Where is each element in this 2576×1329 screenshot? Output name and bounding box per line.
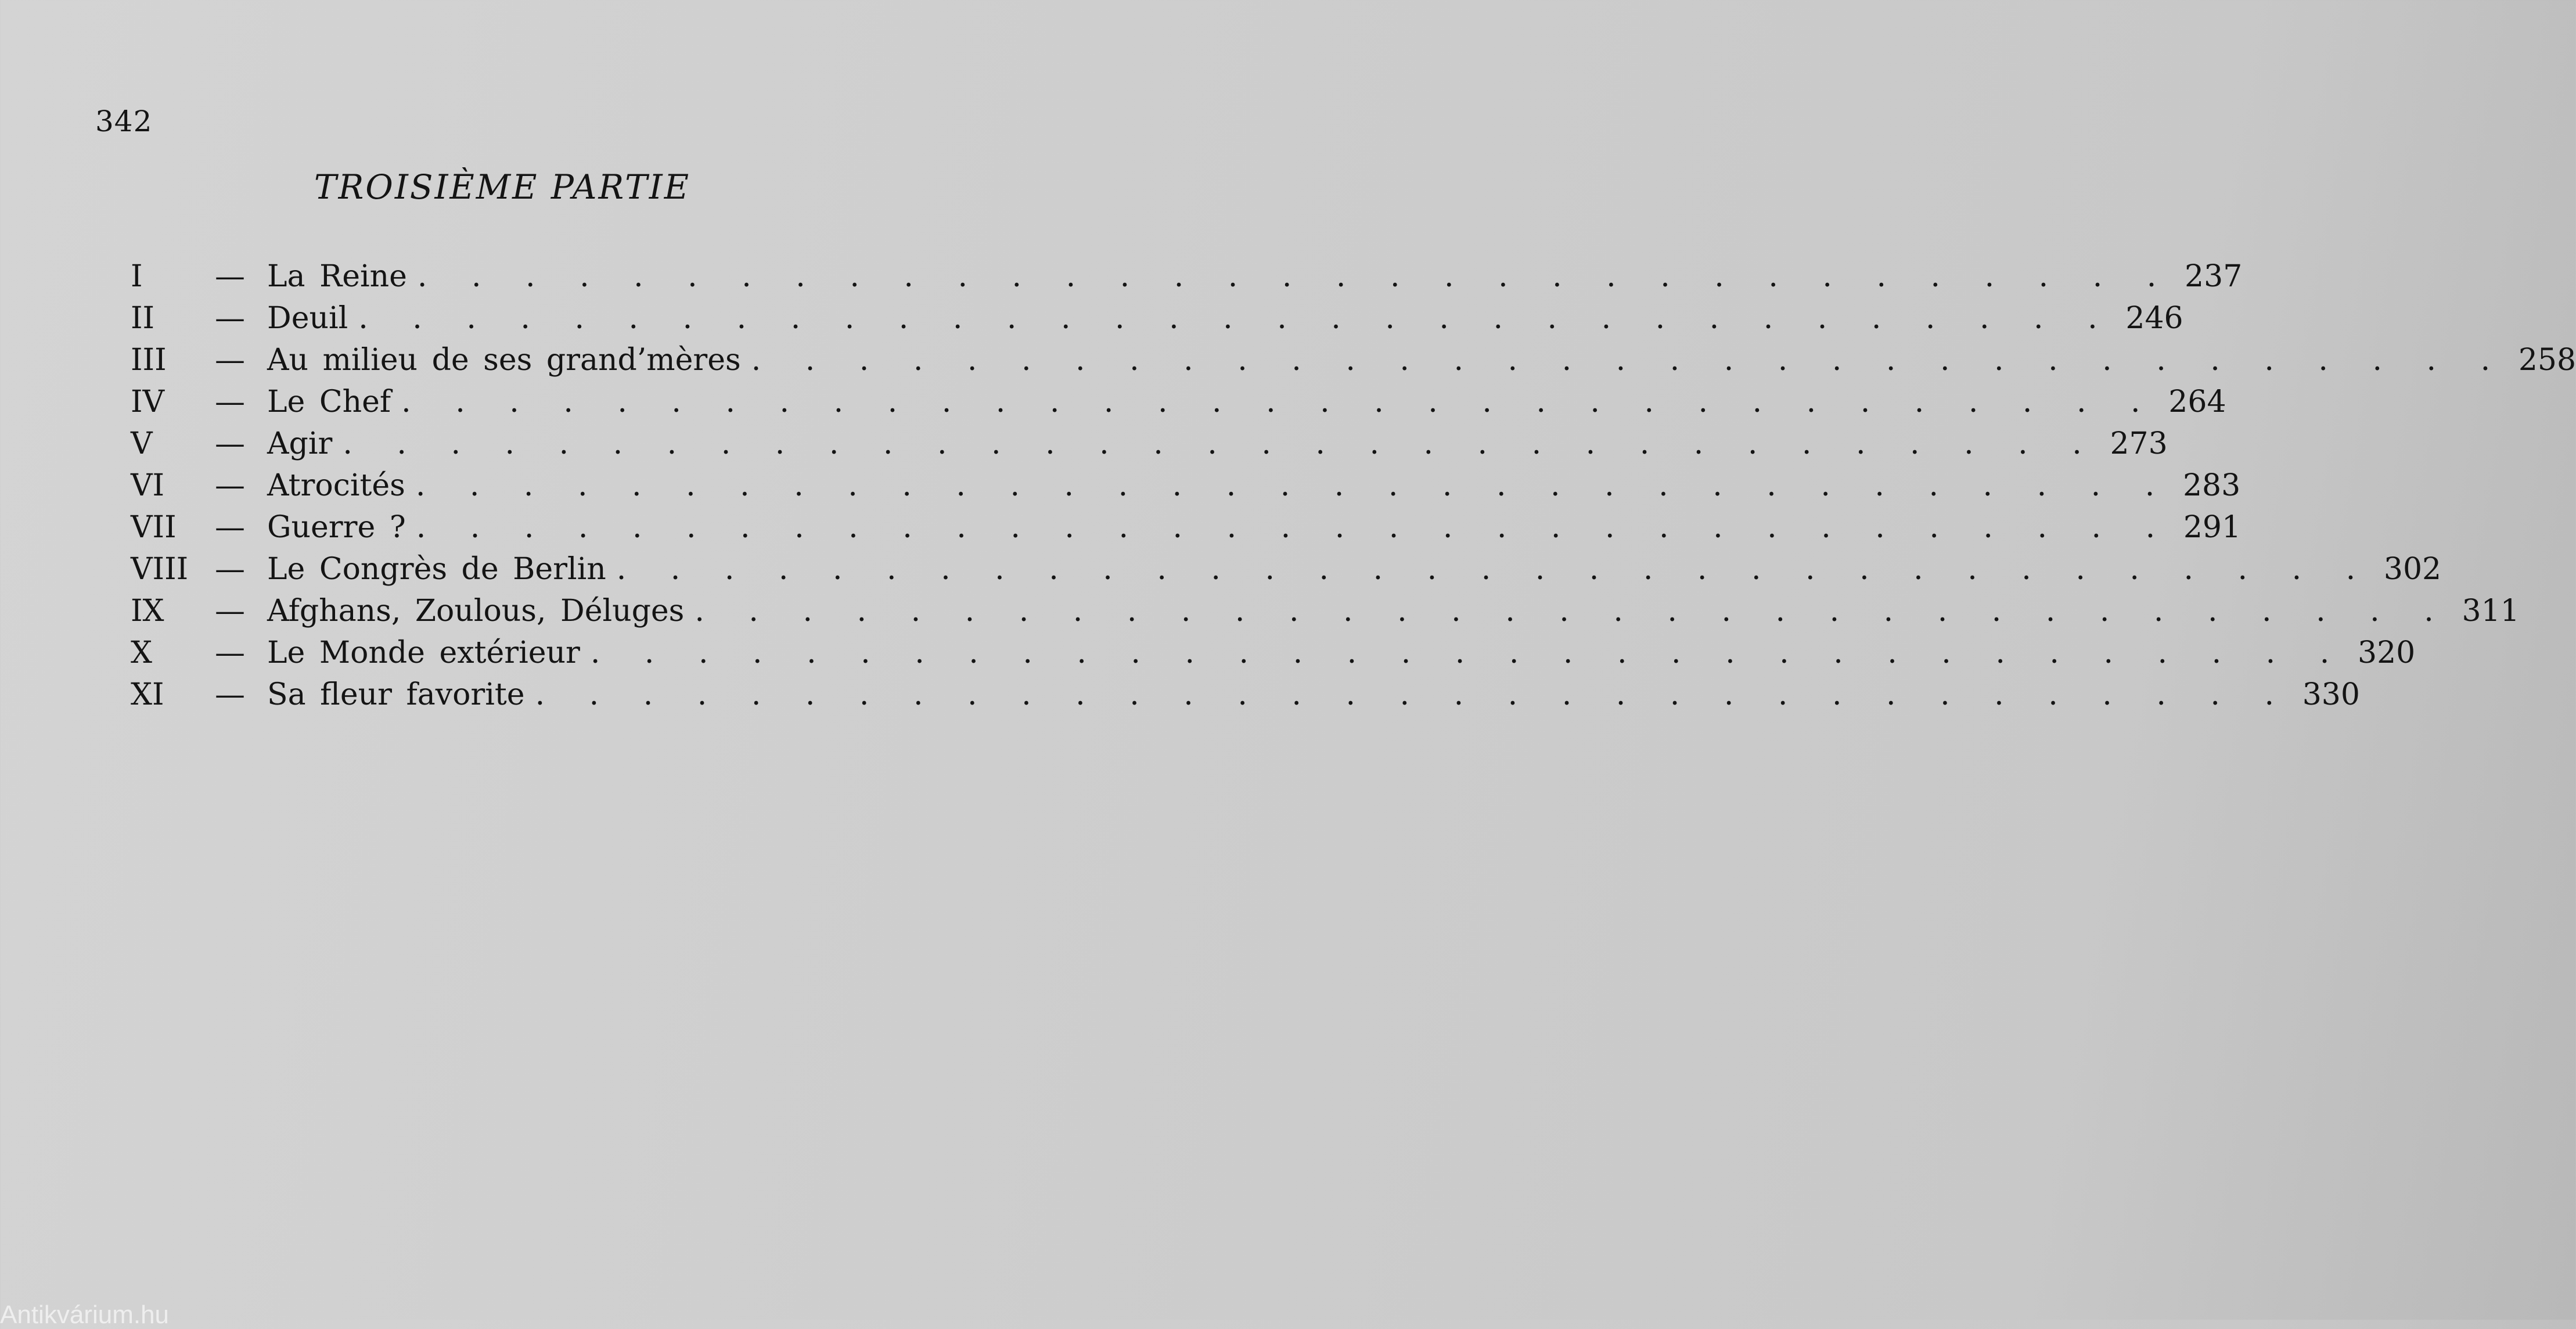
chapter-page: 311 bbox=[2462, 594, 2520, 628]
entry-dash: — bbox=[215, 552, 245, 587]
chapter-page: 258 bbox=[2518, 343, 2576, 378]
dot-leader: . . . . . . . . . . . . . . . . . . . . . . . . . . . . . . . . . bbox=[590, 635, 2347, 670]
toc-entry bbox=[131, 339, 2576, 381]
toc-entry bbox=[131, 297, 2183, 339]
chapter-numeral: VIII bbox=[131, 552, 189, 587]
dot-leader: . . . . . . . . . . . . . . . . . . . . . . . . . . . . . . . . . bbox=[616, 552, 2373, 587]
dot-leader: . . . . . . . . . . . . . . . . . . . . . . . . . . . . . . . . . bbox=[695, 594, 2451, 628]
chapter-title: Guerre ? bbox=[267, 510, 406, 545]
chapter-page: 320 bbox=[2357, 635, 2416, 670]
chapter-title: Le Monde extérieur bbox=[267, 635, 580, 670]
chapter-title: Afghans, Zoulous, Déluges bbox=[267, 594, 685, 628]
entry-dash: — bbox=[215, 635, 245, 670]
toc-entry bbox=[131, 423, 2168, 465]
dot-leader: . . . . . . . . . . . . . . . . . . . . . . . . . . . . . . . . . bbox=[417, 259, 2174, 294]
chapter-title: Sa fleur favorite bbox=[267, 677, 525, 712]
entry-dash: — bbox=[215, 385, 245, 419]
chapter-title: Le Chef bbox=[267, 385, 391, 419]
chapter-numeral: XI bbox=[131, 677, 164, 712]
toc-entry bbox=[131, 465, 2241, 507]
chapter-page: 264 bbox=[2168, 385, 2226, 419]
chapter-numeral: III bbox=[131, 343, 167, 378]
dot-leader: . . . . . . . . . . . . . . . . . . . . . . . . . . . . . . . . . bbox=[535, 677, 2291, 712]
entry-dash: — bbox=[215, 426, 245, 461]
chapter-numeral: IV bbox=[131, 385, 165, 419]
toc-entry bbox=[131, 674, 2360, 716]
entry-dash: — bbox=[215, 343, 245, 378]
chapter-title: Atrocités bbox=[267, 468, 405, 503]
chapter-numeral: IX bbox=[131, 594, 164, 628]
chapter-page: 302 bbox=[2383, 552, 2442, 587]
dot-leader: . . . . . . . . . . . . . . . . . . . . . . . . . . . . . . . . . bbox=[415, 468, 2172, 503]
page-number: 342 bbox=[95, 105, 153, 138]
dot-leader: . . . . . . . . . . . . . . . . . . . . . . . . . . . . . . . . . bbox=[343, 426, 2099, 461]
toc-entry bbox=[131, 507, 2242, 548]
chapter-numeral: VI bbox=[131, 468, 165, 503]
toc-entry bbox=[131, 256, 2243, 297]
chapter-title: Deuil bbox=[267, 301, 348, 336]
chapter-page: 330 bbox=[2302, 677, 2360, 712]
chapter-numeral: I bbox=[131, 259, 143, 294]
chapter-title: Le Congrès de Berlin bbox=[267, 552, 606, 587]
section-title: TROISIÈME PARTIE bbox=[314, 167, 691, 207]
entry-dash: — bbox=[215, 594, 245, 628]
toc-entry bbox=[131, 632, 2416, 674]
entry-dash: — bbox=[215, 301, 245, 336]
toc-entry bbox=[131, 548, 2442, 590]
dot-leader: . . . . . . . . . . . . . . . . . . . . . . . . . . . . . . . . . bbox=[358, 301, 2115, 336]
toc-entry bbox=[131, 381, 2226, 423]
table-of-contents bbox=[131, 256, 2576, 716]
chapter-numeral: X bbox=[131, 635, 153, 670]
chapter-title: Agir bbox=[267, 426, 333, 461]
toc-entry bbox=[131, 590, 2520, 632]
chapter-title: La Reine bbox=[267, 259, 407, 294]
chapter-numeral: V bbox=[131, 426, 153, 461]
entry-dash: — bbox=[215, 468, 245, 503]
entry-dash: — bbox=[215, 677, 245, 712]
chapter-page: 237 bbox=[2185, 259, 2243, 294]
dot-leader: . . . . . . . . . . . . . . . . . . . . . . . . . . . . . . . . . bbox=[401, 385, 2158, 419]
chapter-page: 283 bbox=[2182, 468, 2241, 503]
chapter-numeral: II bbox=[131, 301, 155, 336]
chapter-page: 291 bbox=[2183, 510, 2242, 545]
dot-leader: . . . . . . . . . . . . . . . . . . . . . . . . . . . . . . . . . bbox=[751, 343, 2508, 378]
chapter-title: Au milieu de ses grand’mères bbox=[267, 343, 741, 378]
watermark: Antikvárium.hu bbox=[0, 1301, 170, 1329]
entry-dash: — bbox=[215, 510, 245, 545]
chapter-page: 246 bbox=[2125, 301, 2183, 336]
chapter-numeral: VII bbox=[131, 510, 177, 545]
chapter-page: 273 bbox=[2110, 426, 2168, 461]
dot-leader: . . . . . . . . . . . . . . . . . . . . . . . . . . . . . . . . . bbox=[416, 510, 2173, 545]
entry-dash: — bbox=[215, 259, 245, 294]
